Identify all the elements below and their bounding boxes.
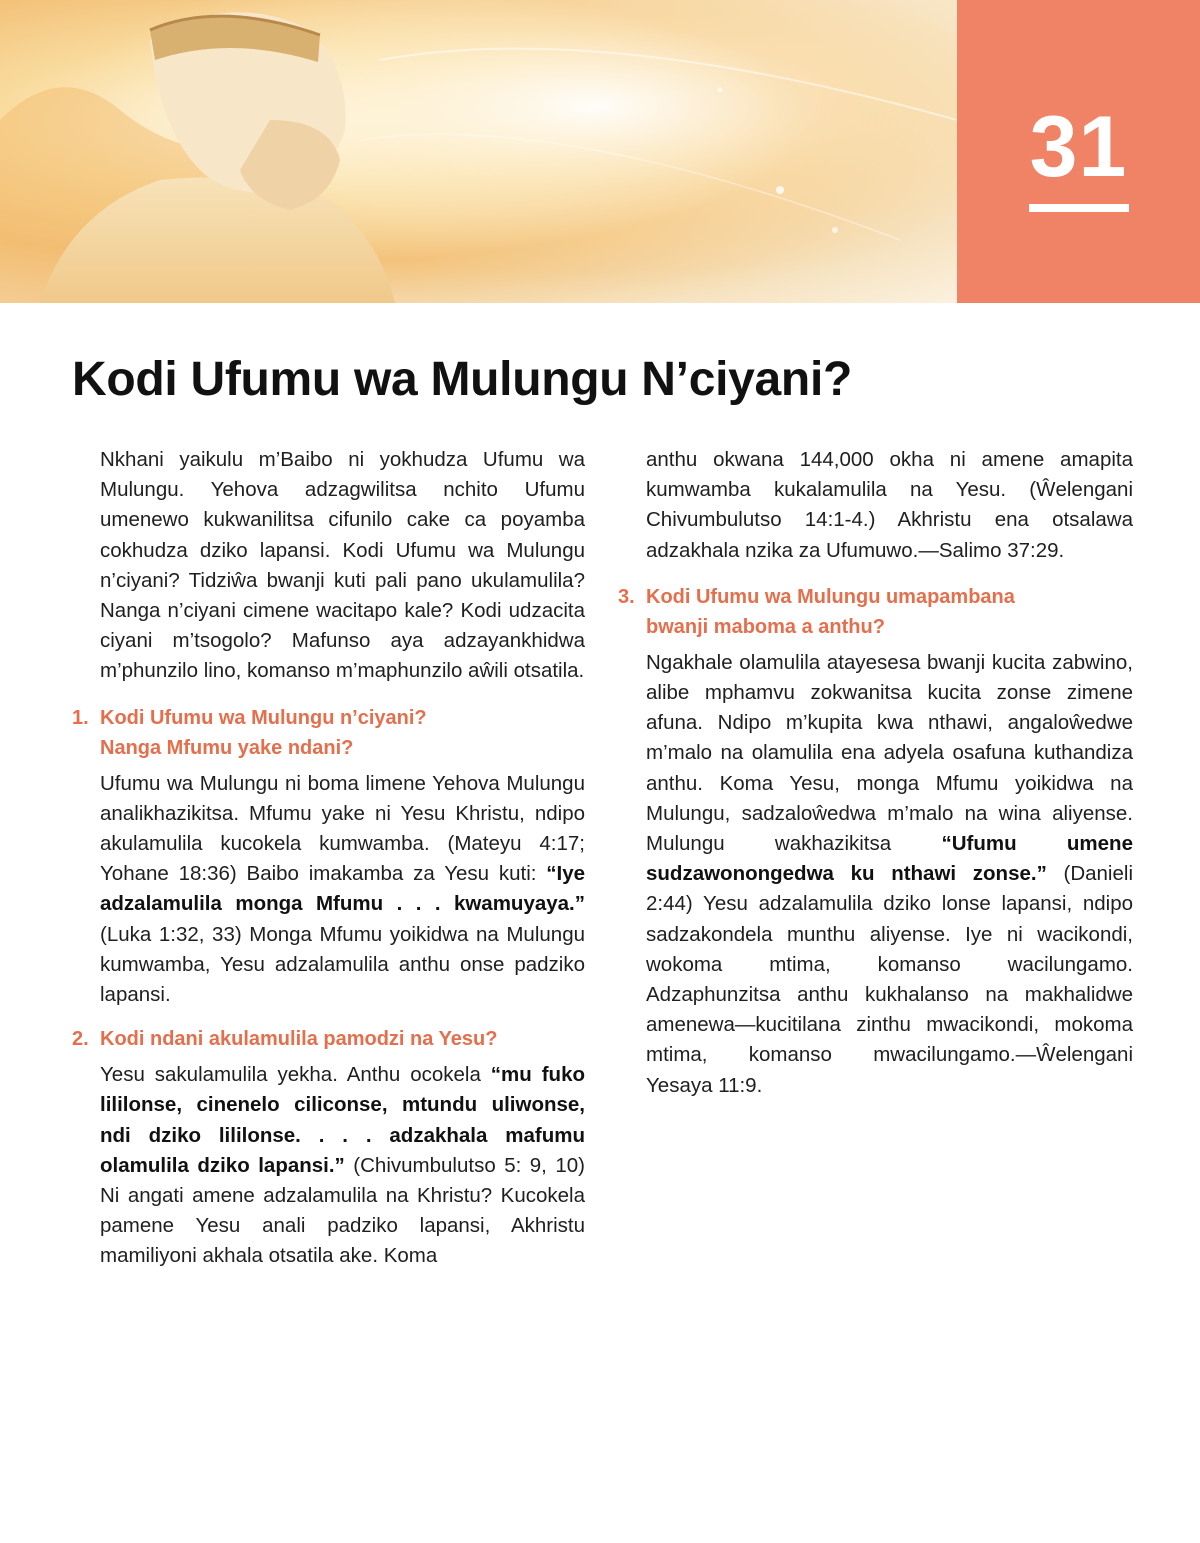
left-column <box>72 445 585 1272</box>
intro-paragraph: Nkhani yaikulu m’Baibo ni yokhudza Ufumu wa Mulungu. Yehova adzagwilitsa nchito Ufumu umenewo kukwanilitsa cifunilo cake ca poyamba cokhudza dziko lapansi. Kodi Ufumu wa Mulungu n’ciyani? Tidziŵa bwanji kuti pali pano ukulamulila? Nanga n’ciyani cimene wacitapo kale? Kodi udzacita ciyani m’tsogolo? Mafunso aya adzayankhidwa m’phunzilo lino, komanso m’maphunzilo aŵili otsatila. <box>100 448 585 683</box>
right-column <box>618 445 1133 1101</box>
question-line: Nanga Mfumu yake ndani? <box>100 736 354 759</box>
scripture-quote: “Iye adzalamulila monga Mfumu . . . kwamuyaya.” <box>100 862 585 916</box>
section-2-body <box>100 1060 585 1271</box>
question-line: bwanji maboma a anthu? <box>646 615 885 638</box>
body-text: (Luka 1:32, 33) Monga Mfumu yoikidwa na Mulungu kumwamba, Yesu adzalamulila anthu onse padziko lapansi. <box>100 922 585 1007</box>
king-jesus-illustration <box>0 0 957 303</box>
body-text: Ngakhale olamulila atayesesa bwanji kucita zabwino, alibe mphamvu zokwanitsa kucita zonse zimene afuna. Ndipo m’kupita kwa nthawi, angaloŵedwe m’malo na olamulila ena adyela osafuna kuthandiza anthu. Koma Yesu, monga Mfumu yoikidwa na Mulungu, sadzaloŵedwa m’malo na wina aliyense. Mulungu wakhazikitsa <box>646 650 1133 856</box>
question-line: Kodi ndani akulamulila pamodzi na Yesu? <box>100 1028 498 1051</box>
scripture-quote: “mu fuko lililonse, cinenelo ciliconse, mtundu uliwonse, ndi dziko lililonse. . . . adzakhala mafumu olamulila dziko lapansi.” <box>100 1063 585 1177</box>
scripture-quote: “Ufumu umene sudzawonongedwa ku nthawi zonse.” <box>646 832 1133 886</box>
chapter-number: 31 <box>1029 99 1128 195</box>
page-title: Kodi Ufumu wa Mulungu N’ciyani? <box>72 353 853 406</box>
body-text: Yesu sakulamulila yekha. Anthu ocokela <box>100 1063 491 1087</box>
section-number: 2. <box>72 1028 89 1051</box>
section-2-question <box>72 1024 585 1054</box>
body-text: Ufumu wa Mulungu ni boma limene Yehova Mulungu analikhazikitsa. Mfumu yake ni Yesu Khristu, ndipo akulamulila kucokela kumwamba. (Mateyu 4:17; Yohane 18:36) Baibo imakamba za Yesu kuti: <box>100 771 585 886</box>
question-line: Kodi Ufumu wa Mulungu n’ciyani? <box>100 706 427 729</box>
body-text: (Danieli 2:44) Yesu adzalamulila dziko lonse lapansi, ndipo sadzakondela munthu aliyense. Iye ni wacikondi, wokoma mtima, komanso wacilungamo. Adzaphunzitsa anthu kukhalanso na makhalidwe amenewa—kucitilana zinthu mwacikondi, mokoma mtima, komanso mwacilungamo.—Ŵelengani Yesaya 11:9. <box>646 862 1133 1097</box>
section-1-body <box>100 769 585 1011</box>
question-line: Kodi Ufumu wa Mulungu umapambana <box>646 585 1015 608</box>
section-number: 3. <box>618 585 635 608</box>
header-illustration <box>0 0 957 303</box>
section-1-question <box>72 703 585 763</box>
section-3-body <box>646 648 1133 1101</box>
section-2-body-continued: anthu okwana 144,000 okha ni amene amapita kumwamba kukalamulila na Yesu. (Ŵelengani Chivumbulutso 14:1-4.) Akhristu ena otsalawa adzakhala nzika za Ufumuwo.—Salimo 37:29. <box>646 448 1133 562</box>
chapter-underline <box>1029 204 1129 212</box>
body-text: (Chivumbulutso 5: 9, 10) Ni angati amene adzalamulila na Khristu? Kucokela pamene Yesu anali padziko lapansi, Akhristu mamiliyoni akhala otsatila ake. Koma <box>100 1153 585 1268</box>
chapter-badge <box>957 0 1200 303</box>
section-number: 1. <box>72 706 89 729</box>
section-3-question <box>618 582 1133 642</box>
